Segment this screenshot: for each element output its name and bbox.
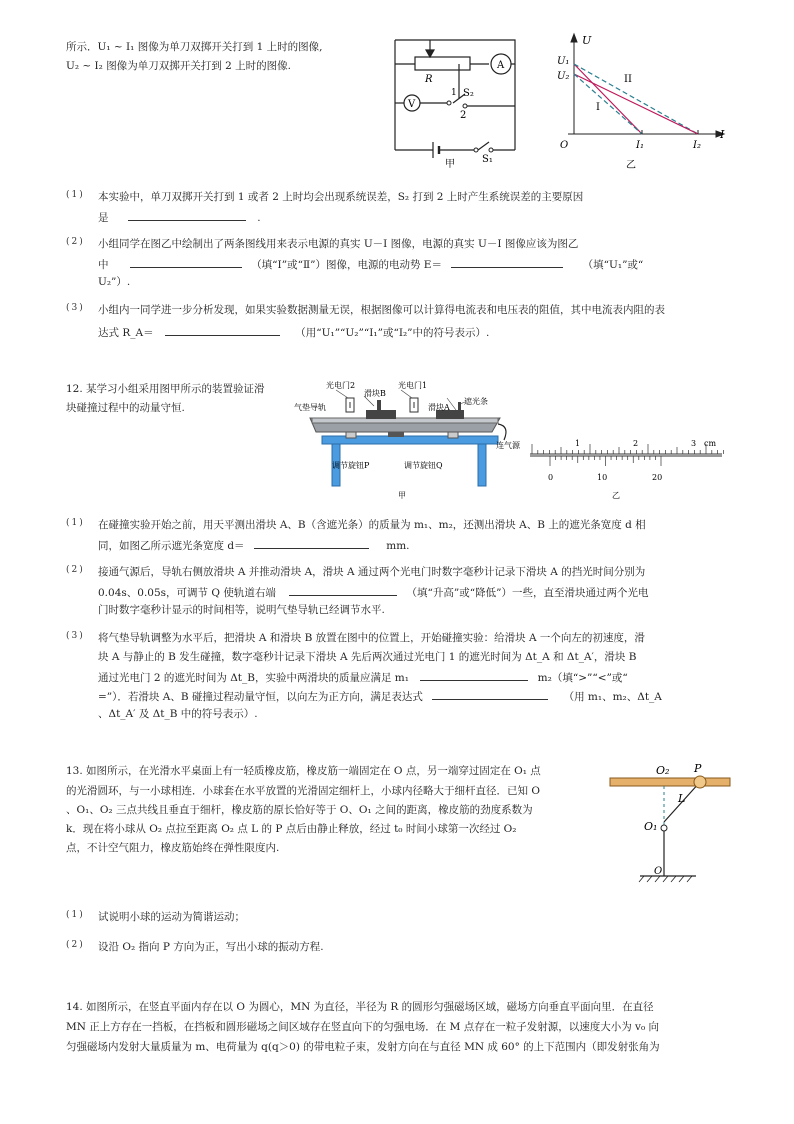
figure-caption-jia: 甲 bbox=[445, 159, 455, 170]
label-knob-q: 调节旋钮Q bbox=[404, 461, 443, 470]
q12-p3-expression-blank[interactable] bbox=[432, 688, 548, 700]
q13-line-5: 点，不计空气阻力，橡皮筋始终在弹性限度内. bbox=[66, 842, 280, 854]
q12-p1-width-blank[interactable] bbox=[254, 537, 369, 549]
resistor-label: R bbox=[425, 74, 433, 85]
q11-p3-num: (3) bbox=[66, 303, 85, 313]
label-l: L bbox=[678, 792, 686, 805]
slider-b bbox=[366, 410, 396, 419]
q12-title-line-1: 12. 某学习小组采用图甲所示的装置验证滑 bbox=[66, 383, 265, 395]
main-scale-1: 1 bbox=[575, 439, 581, 448]
q11-p3-line-2: 达式 R_A＝ （用“U₁”“U₂”“I₁”或“I₂”中的符号表示）. bbox=[98, 324, 489, 340]
q14-line-3: 匀强磁场内发射大量质量为 m、电荷量为 q(q＞0) 的带电粒子束，发射方向在与直径 MN 成 60° 的上下范围内（即发射张角为 bbox=[66, 1041, 660, 1053]
voltmeter-label: V bbox=[408, 99, 416, 110]
q12-p2-num: (2) bbox=[66, 565, 85, 575]
ui-graph bbox=[552, 30, 732, 178]
air-track-apparatus bbox=[292, 374, 732, 500]
circuit-diagram bbox=[385, 34, 535, 176]
q12-p3-line-3: 通过光电门 2 的遮光时间为 Δt_B，实验中两滑块的质量应满足 m₁ m₂（填“>”“<”或“ bbox=[98, 669, 628, 685]
q12-p3-line-4: =”）．若滑块 A、B 碰撞过程动量守恒，以向左为正方向，满足表达式 （用 m₁、m₂、Δt_A bbox=[98, 688, 662, 704]
q11-p1-answer-blank[interactable] bbox=[128, 209, 246, 221]
q11-p1-num: (1) bbox=[66, 190, 85, 200]
q11-p2-emf-blank[interactable] bbox=[451, 256, 563, 268]
vernier-0: 0 bbox=[548, 473, 554, 482]
q13-p2-num: (2) bbox=[66, 940, 85, 950]
u1-label: U₁ bbox=[557, 56, 570, 67]
q11-p2-line-3: U₂”）. bbox=[98, 276, 131, 288]
switch-pos-1: 1 bbox=[451, 88, 457, 98]
q11-p1-line-2: 是 . bbox=[98, 209, 261, 225]
main-scale-2: 2 bbox=[633, 439, 639, 448]
intro-line-2: U₂ ~ I₂ 图像为单刀双掷开关打到 2 上时的图像. bbox=[66, 60, 291, 72]
u2-label: U₂ bbox=[557, 71, 570, 82]
vernier-20: 20 bbox=[652, 473, 663, 482]
q11-p2-graph-blank[interactable] bbox=[130, 256, 242, 268]
q11-p2-num: (2) bbox=[66, 237, 85, 247]
q12-p1-line-2: 同，如图乙所示遮光条宽度 d＝ mm. bbox=[98, 537, 410, 553]
label-photogate-2: 光电门2 bbox=[326, 381, 356, 390]
q11-p2-line-2: 中 （填“Ⅰ”或“Ⅱ”）图像，电源的电动势 E＝ （填“U₁”或“ bbox=[98, 256, 643, 272]
y-axis-label: U bbox=[582, 34, 592, 47]
q13-line-3: 、O₁、O₂ 三点共线且垂直于细杆，橡皮筋的原长恰好等于 O、O₁ 之间的距离，橡皮筋的劲度系数为 bbox=[66, 804, 533, 816]
graph-line-ii bbox=[574, 74, 698, 134]
label-o: O bbox=[654, 866, 663, 877]
q12-p3-num: (3) bbox=[66, 631, 85, 641]
q12-p3-mass-blank[interactable] bbox=[420, 669, 528, 681]
label-rail: 气垫导轨 bbox=[294, 403, 326, 412]
label-shade: 遮光条 bbox=[464, 397, 488, 406]
q13-line-4: k．现在将小球从 O₂ 点拉至距离 O₂ 点 L 的 P 点后由静止释放，经过 t₀ 时间小球第一次经过 O₂ bbox=[66, 823, 517, 835]
main-scale-3: 3 bbox=[691, 439, 697, 448]
figure-caption-yi: 乙 bbox=[626, 160, 636, 171]
switch-pos-2: 2 bbox=[460, 110, 467, 121]
q11-p3-ra-blank[interactable] bbox=[165, 324, 280, 336]
vernier-10: 10 bbox=[597, 473, 608, 482]
q13-line-1: 13. 如图所示，在光滑水平桌面上有一轻质橡皮筋，橡皮筋一端固定在 O 点，另一端穿过固定在 O₁ 点 bbox=[66, 765, 541, 777]
q13-p2-text: 设沿 O₂ 指向 P 方向为正，写出小球的振动方程. bbox=[98, 941, 324, 953]
figure-caption-yi-12: 乙 bbox=[612, 491, 620, 500]
q12-p3-line-5: 、Δt_A′ 及 Δt_B 中的符号表示）. bbox=[98, 708, 258, 720]
q11-p1-line-1: 本实验中，单刀双掷开关打到 1 或者 2 上时均会出现系统误差，S₂ 打到 2 上时产生系统误差的主要原因 bbox=[98, 191, 584, 203]
q12-p3-line-1: 将气垫导轨调整为水平后，把滑块 A 和滑块 B 放置在图中的位置上，开始碰撞实验：给滑块 A 一个向左的初速度，滑 bbox=[98, 632, 645, 644]
x-axis-label: I bbox=[720, 128, 725, 141]
main-scale-unit: cm bbox=[704, 439, 717, 448]
rod bbox=[610, 778, 730, 786]
q12-p2-line-2: 0.04s、0.05s，可调节 Q 使轨道右端 （填“升高”或“降低”）一些，直至滑块通过两个光电 bbox=[98, 584, 649, 600]
switch-s1-label: S₁ bbox=[482, 154, 493, 165]
q14-line-1: 14. 如图所示，在竖直平面内存在以 O 为圆心，MN 为直径，半径为 R 的圆形匀强磁场区域，磁场方向垂直平面向里．在直径 bbox=[66, 1001, 654, 1013]
q12-title-line-2: 块碰撞过程中的动量守恒. bbox=[66, 402, 185, 414]
q11-p3-line-1: 小组内一同学进一步分析发现，如果实验数据测量无误，根据图像可以计算得电流表和电压表的阻值，其中电流表内阻的表 bbox=[98, 304, 665, 316]
line-ii-label: II bbox=[624, 74, 632, 85]
origin-label: O bbox=[560, 140, 569, 151]
ammeter-label: A bbox=[497, 60, 505, 71]
q14-line-2: MN 正上方存在一挡板，在挡板和圆形磁场之间区域存在竖直向下的匀强电场．在 M 点存在一粒子发射源，以速度大小为 v₀ 向 bbox=[66, 1021, 660, 1033]
q13-p1-text: 试说明小球的运动为简谐运动； bbox=[98, 911, 245, 923]
i1-label: I₁ bbox=[636, 140, 644, 151]
q12-p1-line-1: 在碰撞实验开始之前，用天平测出滑块 A、B（含遮光条）的质量为 m₁、m₂，还测出滑块 A、B 上的遮光条宽度 d 相 bbox=[98, 519, 646, 531]
switch-s2-label: S₂ bbox=[463, 88, 474, 99]
q13-p1-num: (1) bbox=[66, 910, 85, 920]
line-i-label: I bbox=[596, 102, 600, 113]
label-knob-p: 调节旋钮P bbox=[332, 461, 370, 470]
label-slider-b: 滑块B bbox=[364, 389, 386, 398]
label-o2: O₂ bbox=[656, 764, 670, 777]
resistor bbox=[415, 57, 470, 70]
i2-label: I₂ bbox=[693, 140, 701, 151]
q13-line-2: 的光滑圆环，与一小球相连．小球套在水平放置的光滑固定细杆上，小球内径略大于细杆直径．已知 O bbox=[66, 785, 540, 797]
label-slider-a: 滑块A bbox=[428, 403, 450, 412]
label-photogate-1: 光电门1 bbox=[398, 381, 428, 390]
q12-p2-line-3: 门时数字毫秒计显示的时间相等，说明气垫导轨已经调节水平. bbox=[98, 604, 385, 616]
q12-p2-line-1: 接通气源后，导轨右侧放滑块 A 并推动滑块 A，滑块 A 通过两个光电门时数字毫秒计记录下滑块 A 的挡光时间分别为 bbox=[98, 566, 646, 578]
label-p: P bbox=[694, 762, 702, 775]
label-air-source: 连气源 bbox=[496, 441, 520, 450]
label-o1: O₁ bbox=[644, 820, 658, 833]
figure-caption-jia-12: 甲 bbox=[398, 491, 406, 500]
q12-p3-line-2: 块 A 与静止的 B 发生碰撞，数字毫秒计记录下滑块 A 先后两次通过光电门 1 的遮光时间为 Δt_A 和 Δt_A′，滑块 B bbox=[98, 651, 637, 663]
ball bbox=[694, 776, 706, 788]
q11-p2-line-1: 小组同学在图乙中绘制出了两条图线用来表示电源的真实 U－I 图像，电源的真实 U－I 图像应该为图乙 bbox=[98, 238, 579, 250]
q12-p2-adjust-blank[interactable] bbox=[289, 584, 397, 596]
q12-p1-num: (1) bbox=[66, 518, 85, 528]
intro-line-1: 所示．U₁ ~ I₁ 图像为单刀双掷开关打到 1 上时的图像, bbox=[66, 41, 323, 53]
rubber-band-diagram bbox=[604, 758, 734, 892]
